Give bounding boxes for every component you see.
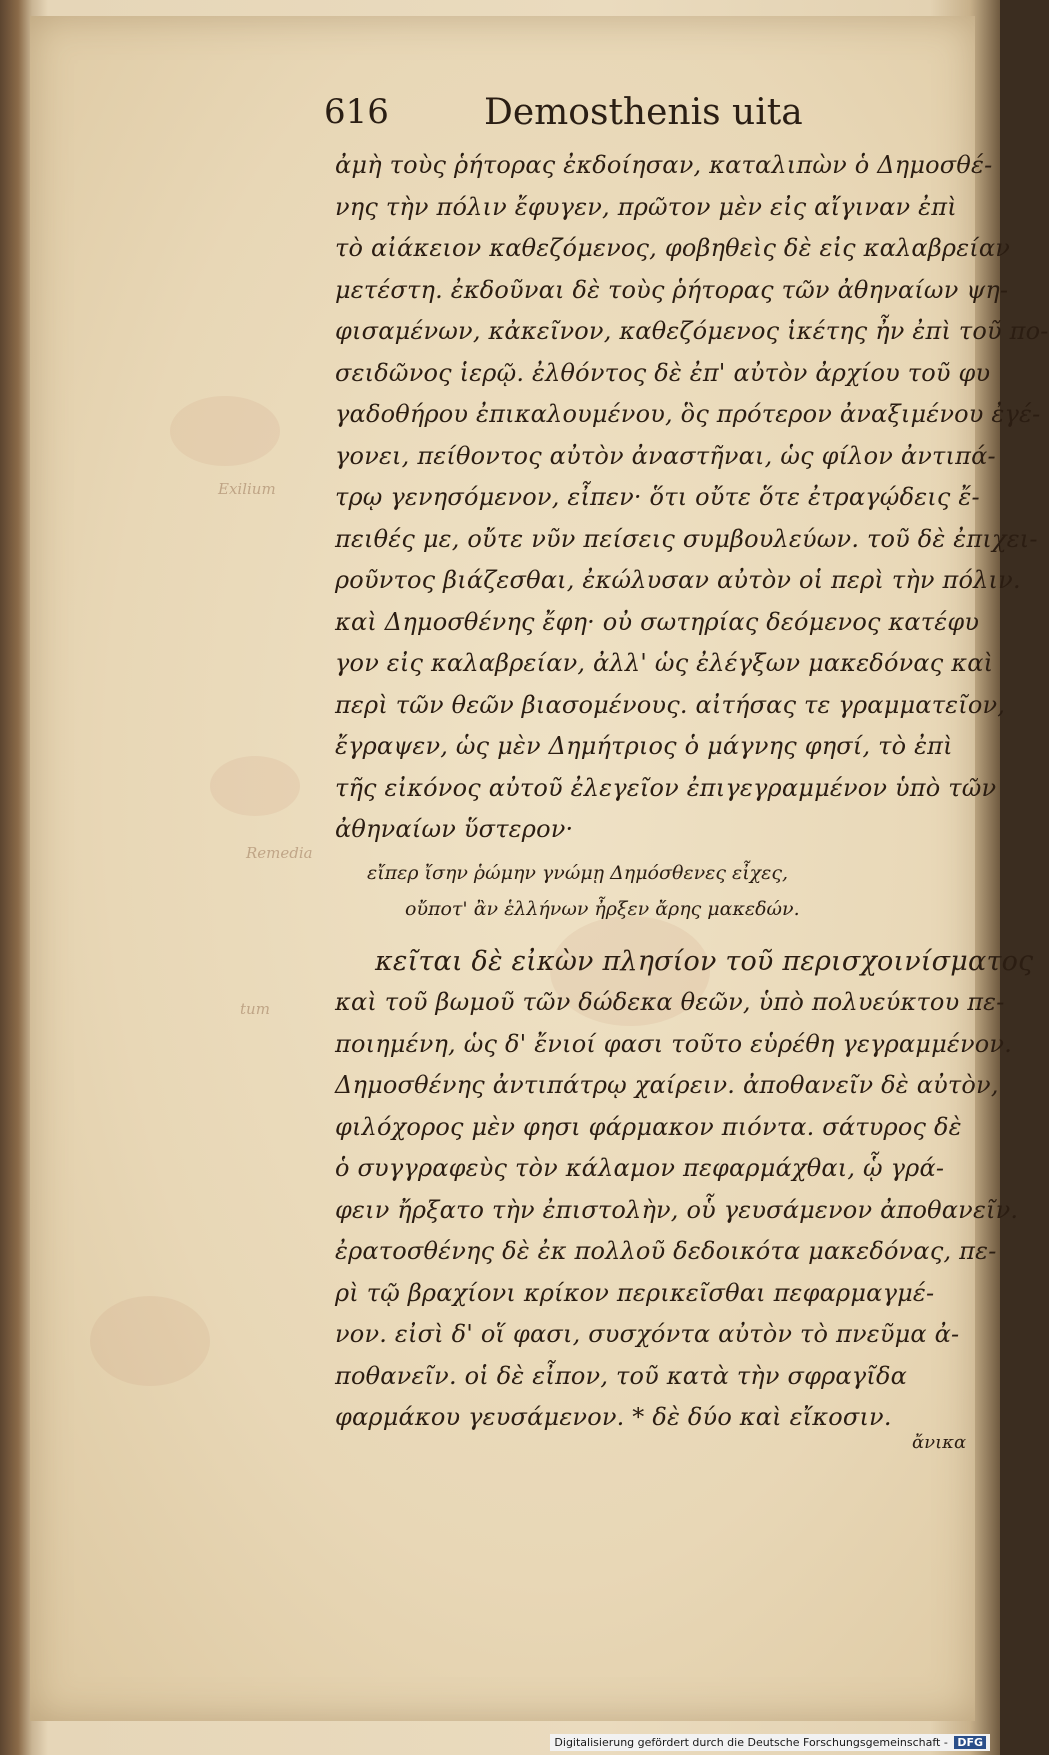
text-line: φαρμάκου γευσάμενον. * δὲ δύο καὶ εἴκοσιν. (335, 1403, 892, 1431)
text-line: ἀθηναίων ὕστερον· (335, 815, 574, 843)
page-header (300, 92, 860, 148)
text-line: περὶ τῶν θεῶν βιασομένους. αἰτήσας τε γραμματεῖον, (335, 690, 1006, 719)
text-line: ἔγραψεν, ὡς μὲν Δημήτριος ὁ μάγνης φησί, τὸ ἐπὶ (335, 732, 953, 760)
text-line: ἐρατοσθένης δὲ ἐκ πολλοῦ δεδοικότα μακεδόνας, πε- (335, 1237, 997, 1265)
text-line: μετέστη. ἐκδοῦναι δὲ τοὺς ῥήτορας τῶν ἀθηναίων ψη- (335, 275, 1009, 304)
foxing-stain (170, 396, 280, 466)
greek-text-block (335, 145, 1049, 1439)
text-line: τῆς εἰκόνος αὐτοῦ ἐλεγεῖον ἐπιγεγραμμένον ὑπὸ τῶν (335, 773, 997, 802)
text-line: νον. εἰσὶ δ' οἵ φασι, συσχόντα αὐτὸν τὸ πνεῦμα ἀ- (335, 1320, 960, 1348)
text-line: τρῳ γενησόμενον, εἶπεν· ὅτι οὔτε ὅτε ἐτραγῴδεις ἔ- (335, 483, 980, 511)
text-line: ποιημένη, ὡς δ' ἔνιοί φασι τοῦτο εὑρέθη γεγραμμένον. (335, 1029, 1013, 1058)
text-line: γονει, πείθοντος αὐτὸν ἀναστῆναι, ὡς φίλον ἀντιπά- (335, 441, 996, 470)
text-line: ποθανεῖν. οἱ δὲ εἶπον, τοῦ κατὰ τὴν σφραγῖδα (335, 1361, 908, 1390)
digitization-credit (550, 1734, 990, 1751)
paragraph-first-line: κεῖται δὲ εἰκὼν πλησίον τοῦ περισχοινίσματος (375, 945, 1034, 977)
text-line: ὁ συγγραφεὺς τὸν κάλαμον πεφαρμάχθαι, ᾧ γρά- (335, 1154, 945, 1182)
foxing-stain (90, 1296, 210, 1386)
text-line: φιλόχορος μὲν φησι φάρμακον πιόντα. σάτυρος δὲ (335, 1112, 962, 1141)
text-line: ροῦντος βιάζεσθαι, ἐκώλυσαν αὐτὸν οἱ περὶ τὴν πόλιν. (335, 566, 1021, 594)
text-line: ρὶ τῷ βραχίονι κρίκον περικεῖσθαι πεφαρμαγμέ- (335, 1278, 935, 1307)
text-line: καὶ Δημοσθένης ἔφη· οὐ σωτηρίας δεόμενος κατέφυ (335, 607, 980, 636)
text-line: σειδῶνος ἱερῷ. ἐλθόντος δὲ ἐπ' αὐτὸν ἀρχίου τοῦ φυ (335, 358, 991, 387)
epigram-verse-line: οὔποτ' ἂν ἑλλήνων ἦρξεν ἄρης μακεδών. (405, 897, 800, 920)
epigram-verse-line: εἴπερ ἴσην ῥώμην γνώμῃ Δημόσθενες εἶχες, (367, 861, 789, 884)
running-title: Demosthenis uita (484, 92, 803, 133)
text-line: τὸ αἰάκειον καθεζόμενος, φοβηθεὶς δὲ εἰς καλαβρείαν (335, 234, 1011, 262)
text-line: καὶ τοῦ βωμοῦ τῶν δώδεκα θεῶν, ὑπὸ πολυεύκτου πε- (335, 988, 1005, 1016)
text-line: νης τὴν πόλιν ἔφυγεν, πρῶτον μὲν εἰς αἴγιναν ἐπὶ (335, 192, 957, 221)
text-line: γαδοθήρου ἐπικαλουμένου, ὃς πρότερον ἀναξιμένου ἐγέ- (335, 400, 1041, 428)
margin-note-bleedthrough: tum (240, 1000, 270, 1018)
text-line: Δημοσθένης ἀντιπάτρῳ χαίρειν. ἀποθανεῖν δὲ αὐτὸν, (335, 1071, 999, 1099)
credit-text: Digitalisierung gefördert durch die Deutsche Forschungsgemeinschaft - (554, 1736, 948, 1749)
foxing-stain (210, 756, 300, 816)
text-line: φειν ἤρξατο τὴν ἐπιστολὴν, οὗ γευσάμενον ἀποθανεῖν. (335, 1195, 1019, 1224)
catchword: ἄνικα (912, 1432, 967, 1453)
page-number: 616 (324, 92, 389, 132)
margin-note-bleedthrough: Exilium (218, 480, 276, 498)
text-line: ἀμὴ τοὺς ῥήτορας ἐκδοίησαν, καταλιπὼν ὁ Δημοσθέ- (335, 151, 993, 179)
dfg-logo: DFG (954, 1736, 986, 1749)
text-line: φισαμένων, κἀκεῖνον, καθεζόμενος ἱκέτης ἦν ἐπὶ τοῦ πο- (335, 317, 1049, 345)
text-line: γον εἰς καλαβρείαν, ἀλλ' ὡς ἐλέγξων μακεδόνας καὶ (335, 649, 994, 677)
text-line: πειθές με, οὔτε νῦν πείσεις συμβουλεύων. τοῦ δὲ ἐπιχει- (335, 524, 1038, 553)
margin-note-bleedthrough: Remedia (246, 844, 313, 862)
